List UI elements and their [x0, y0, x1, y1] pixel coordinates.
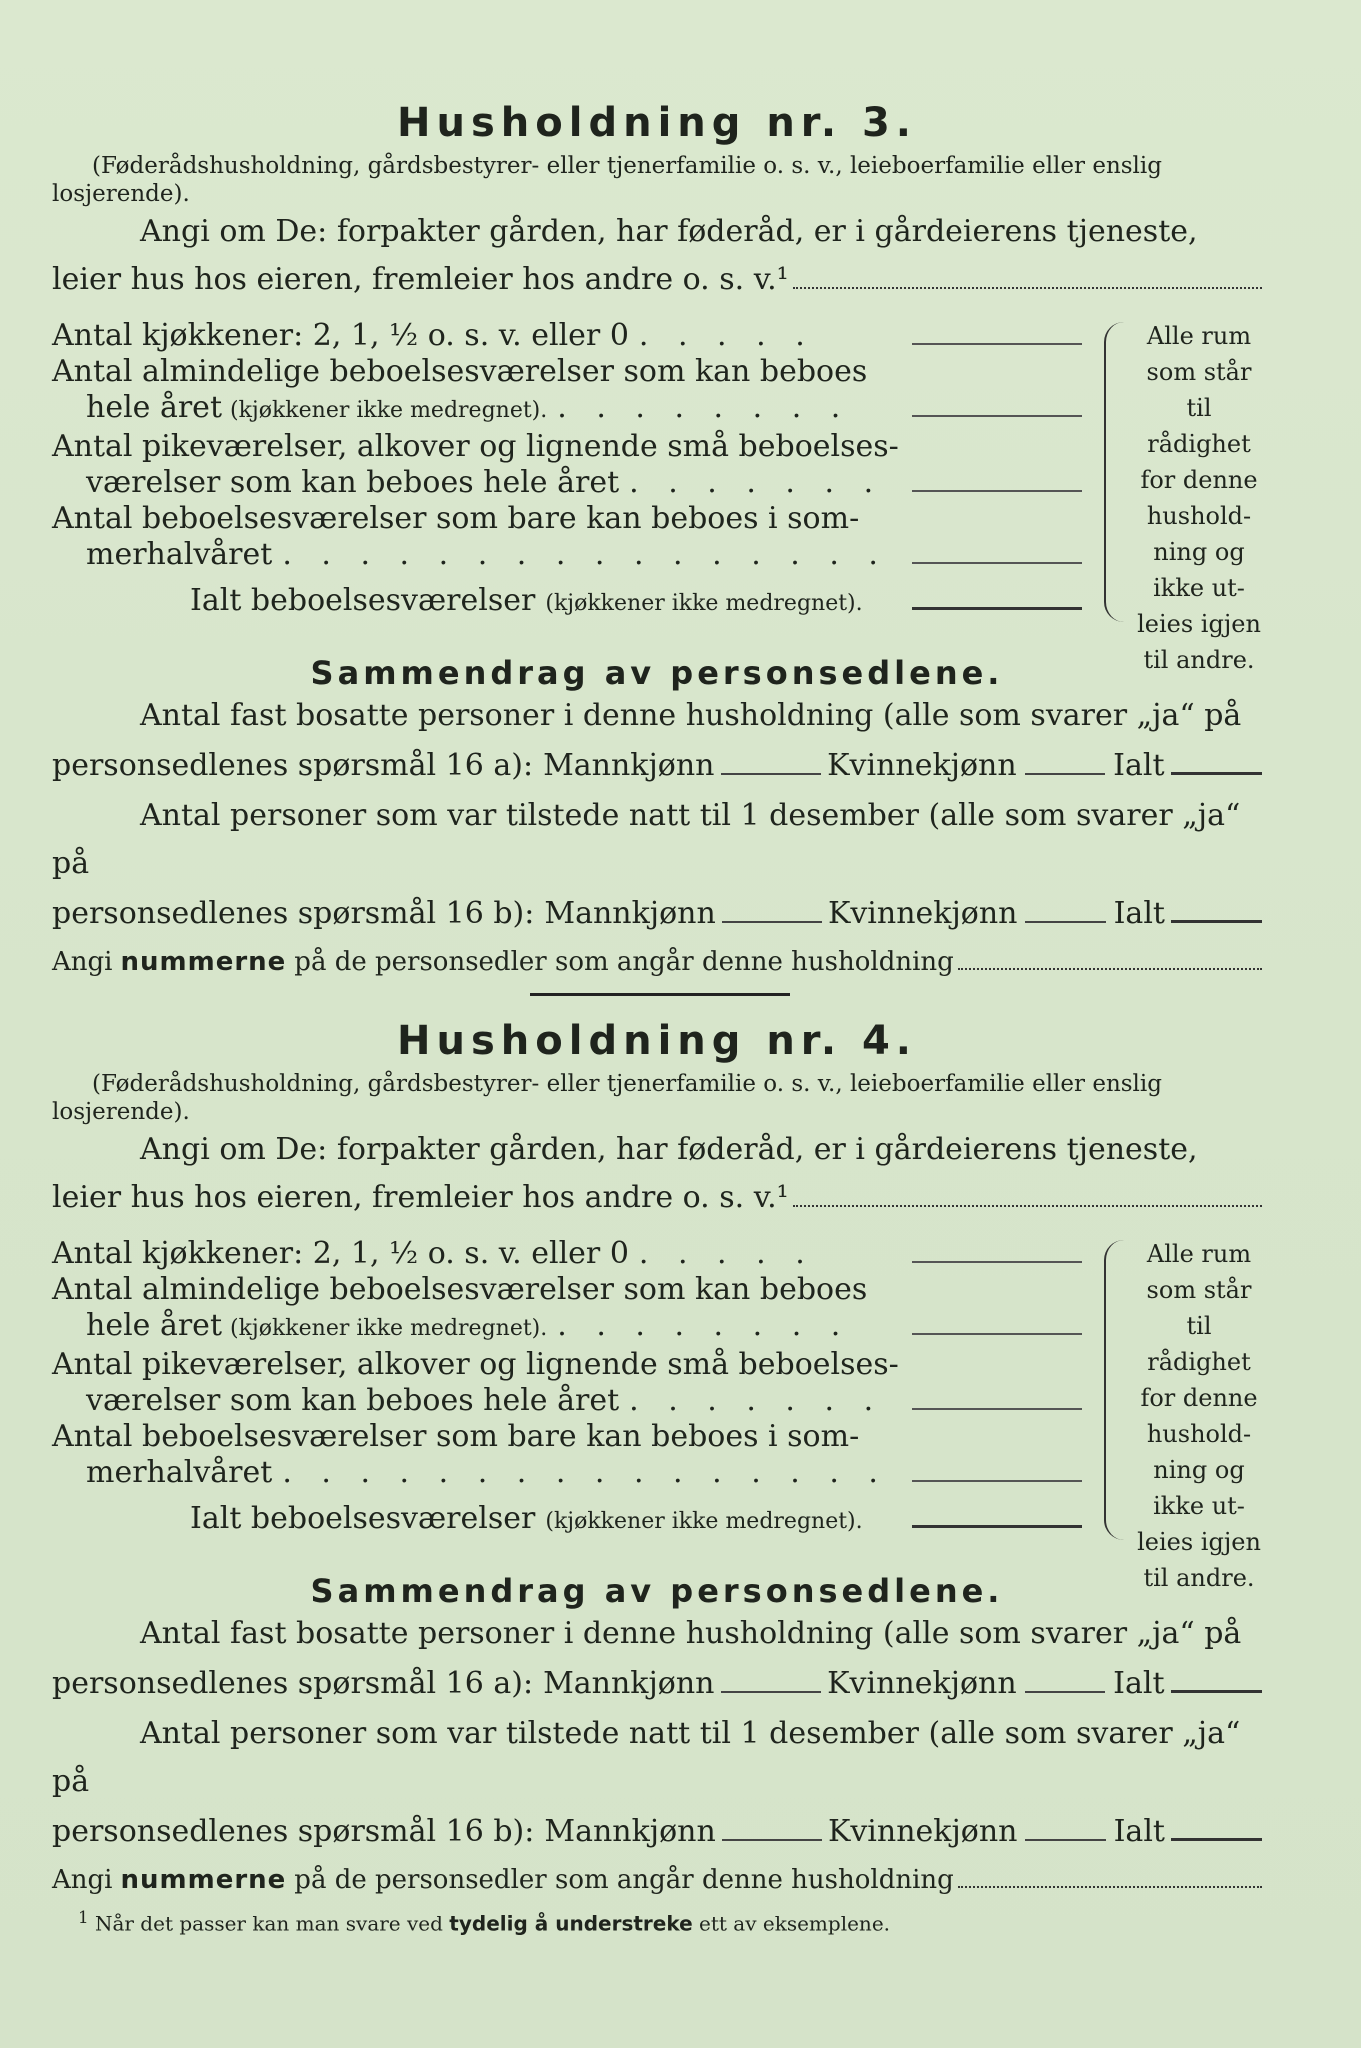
ordinary-rooms-note: (kjøkkener ikke medregnet). — [230, 1316, 548, 1341]
leader-dots: . . . . . . . — [629, 465, 884, 500]
female-label: Kvinnekjønn — [827, 1666, 1017, 1701]
numbers-row — [52, 940, 1262, 984]
leader-dots: . . . . . . . . . . . . . . . . — [282, 1455, 888, 1490]
summer-rooms-field[interactable] — [912, 1480, 1082, 1482]
summary-title: Sammendrag av personsedlene. — [310, 654, 1004, 692]
summer-rooms-label: Antal beboelsesværelser som bare kan beboes i som- — [52, 1419, 860, 1454]
ordinary-rooms-label-2: hele året — [86, 390, 222, 425]
side-note-line: for denne — [1140, 1384, 1258, 1412]
side-note-line: til andre. — [1143, 646, 1255, 674]
numbers-post: på de personsedler som angår denne husholdning — [294, 947, 954, 977]
footnote-bold: tydelig å understreke — [449, 1911, 693, 1936]
male-field[interactable] — [722, 1839, 822, 1841]
rooms-side-note — [1134, 1236, 1264, 1596]
male-field[interactable] — [722, 921, 822, 923]
side-note-line: til andre. — [1143, 1564, 1255, 1592]
question-line-2-text: leier hus hos eieren, fremleier hos andre o. s. v.¹ — [52, 1180, 789, 1215]
household-3-section — [52, 100, 1262, 984]
female-field[interactable] — [1025, 773, 1105, 775]
maid-rooms-field[interactable] — [912, 1408, 1082, 1410]
resident-question-2: personsedlenes spørsmål 16 a): — [52, 1666, 534, 1701]
male-label: Mannkjønn — [544, 896, 716, 931]
leader-dots: . . . . . . . . — [557, 1308, 851, 1343]
maid-rooms-row-1 — [52, 1347, 1082, 1383]
ordinary-rooms-row-2 — [52, 1308, 1082, 1347]
present-question: Antal personer som var tilstede natt til 1 desember (alle som svarer „ja“ på — [52, 1716, 1241, 1799]
maid-rooms-label-2: værelser som kan beboes hele året — [86, 1383, 620, 1418]
summer-rooms-label-2: merhalvåret — [86, 537, 273, 572]
side-note-line: leies igjen — [1137, 1528, 1261, 1556]
numbers-field[interactable] — [958, 1886, 1262, 1888]
numbers-field[interactable] — [958, 968, 1262, 970]
footnote-pre: Når det passer kan man svare ved — [94, 1911, 443, 1936]
present-question: Antal personer som var tilstede natt til 1 desember (alle som svarer „ja“ på — [52, 798, 1241, 881]
ordinary-rooms-field[interactable] — [912, 1333, 1082, 1335]
side-note-line: hushold- — [1146, 502, 1252, 530]
total-rooms-label: Ialt beboelsesværelser — [190, 1501, 536, 1536]
total-rooms-note: (kjøkkener ikke medregnet). — [545, 1509, 863, 1534]
footnote-post: ett av eksemplene. — [699, 1911, 891, 1936]
resident-answer-row — [52, 1658, 1262, 1710]
resident-answer-row — [52, 740, 1262, 792]
leader-dots: . . . . . . . . . . . . . . . . — [282, 537, 888, 572]
answer-field[interactable] — [793, 286, 1262, 289]
female-field[interactable] — [1025, 1839, 1105, 1841]
summer-rooms-row-1 — [52, 501, 1082, 537]
side-note-line: som står til — [1146, 1276, 1252, 1340]
summer-rooms-row-2 — [52, 537, 1082, 573]
question-line-2 — [52, 1174, 1262, 1222]
side-note-line: ikke ut- — [1153, 1492, 1245, 1520]
household-title: Husholdning nr. 4. — [397, 1018, 917, 1064]
female-label: Kvinnekjønn — [827, 748, 1017, 783]
numbers-pre: Angi — [52, 1865, 113, 1895]
question-line-2 — [52, 256, 1262, 304]
rooms-list — [52, 1236, 1082, 1540]
kitchens-label: Antal kjøkkener: 2, 1, ½ o. s. v. eller 0 — [52, 1236, 629, 1271]
side-note-line: rådighet — [1147, 1348, 1251, 1376]
side-note-line: Alle rum — [1146, 322, 1252, 350]
leader-dots: . . . . . — [638, 1236, 815, 1271]
maid-rooms-label: Antal pikeværelser, alkover og lignende små beboelses- — [52, 429, 899, 464]
side-note-line: som står til — [1146, 358, 1252, 422]
total-field[interactable] — [1171, 1690, 1262, 1693]
household-title: Husholdning nr. 3. — [397, 100, 917, 146]
side-note-line: leies igjen — [1137, 610, 1261, 638]
male-field[interactable] — [721, 1691, 822, 1693]
summary-title: Sammendrag av personsedlene. — [310, 1572, 1004, 1610]
female-field[interactable] — [1025, 1691, 1105, 1693]
household-intro: (Føderådshusholdning, gårdsbestyrer- eller tjenerfamilie o. s. v., leieboerfamilie eller enslig losjerende). — [52, 1071, 1162, 1125]
ordinary-rooms-note: (kjøkkener ikke medregnet). — [230, 398, 548, 423]
leader-dots: . . . . . . . — [629, 1383, 884, 1418]
brace — [1104, 1240, 1128, 1540]
brace — [1104, 322, 1128, 622]
resident-question-2: personsedlenes spørsmål 16 a): — [52, 748, 534, 783]
numbers-bold: nummerne — [120, 1865, 287, 1895]
leader-dots: . . . . . . . . — [557, 390, 851, 425]
ordinary-rooms-row-1 — [52, 354, 1082, 390]
total-rooms-field[interactable] — [912, 1525, 1082, 1528]
rooms-list — [52, 318, 1082, 622]
female-field[interactable] — [1025, 921, 1105, 923]
section-divider — [530, 993, 790, 996]
total-label: Ialt — [1113, 748, 1165, 783]
total-field[interactable] — [1171, 920, 1262, 923]
total-label: Ialt — [1113, 1814, 1165, 1849]
question-line-1: Angi om De: forpakter gården, har føderåd, er i gårdeierens tjeneste, — [140, 214, 1198, 249]
total-rooms-row — [52, 583, 1082, 622]
leader-dots: . . . . . — [638, 318, 815, 353]
numbers-bold: nummerne — [120, 947, 287, 977]
side-note-line: ikke ut- — [1153, 574, 1245, 602]
summer-rooms-label: Antal beboelsesværelser som bare kan beboes i som- — [52, 501, 860, 536]
present-question-2: personsedlenes spørsmål 16 b): — [52, 1814, 535, 1849]
summer-rooms-row-1 — [52, 1419, 1082, 1455]
maid-rooms-field[interactable] — [912, 490, 1082, 492]
ordinary-rooms-row-2 — [52, 390, 1082, 429]
ordinary-rooms-row-1 — [52, 1272, 1082, 1308]
maid-rooms-row-1 — [52, 429, 1082, 465]
maid-rooms-label-2: værelser som kan beboes hele året — [86, 465, 620, 500]
ordinary-rooms-label: Antal almindelige beboelsesværelser som kan beboes — [52, 354, 868, 389]
household-intro: (Føderådshusholdning, gårdsbestyrer- eller tjenerfamilie o. s. v., leieboerfamilie eller enslig losjerende). — [52, 153, 1162, 207]
maid-rooms-row-2 — [52, 1383, 1082, 1419]
numbers-pre: Angi — [52, 947, 113, 977]
side-note-line: Alle rum — [1146, 1240, 1252, 1268]
kitchens-field[interactable] — [912, 343, 1082, 345]
present-question-2: personsedlenes spørsmål 16 b): — [52, 896, 535, 931]
total-rooms-label: Ialt beboelsesværelser — [190, 583, 536, 618]
total-rooms-note: (kjøkkener ikke medregnet). — [545, 591, 863, 616]
kitchens-label: Antal kjøkkener: 2, 1, ½ o. s. v. eller 0 — [52, 318, 629, 353]
summer-rooms-label-2: merhalvåret — [86, 1455, 273, 1490]
female-label: Kvinnekjønn — [827, 896, 1018, 931]
side-note-line: for denne — [1140, 466, 1258, 494]
female-label: Kvinnekjønn — [827, 1814, 1018, 1849]
male-label: Mannkjønn — [543, 748, 715, 783]
rooms-side-note — [1134, 318, 1264, 678]
total-rooms-row — [52, 1501, 1082, 1540]
maid-rooms-label: Antal pikeværelser, alkover og lignende små beboelses- — [52, 1347, 899, 1382]
answer-field[interactable] — [793, 1204, 1262, 1207]
total-rooms-field[interactable] — [912, 607, 1082, 610]
ordinary-rooms-field[interactable] — [912, 415, 1082, 417]
household-4-section — [52, 1018, 1262, 1902]
ordinary-rooms-label-2: hele året — [86, 1308, 222, 1343]
kitchens-row — [52, 1236, 1082, 1272]
resident-question: Antal fast bosatte personer i denne husholdning (alle som svarer „ja“ på — [140, 1616, 1242, 1651]
question-line-2-text: leier hus hos eieren, fremleier hos andre o. s. v.¹ — [52, 262, 789, 297]
question-line-1: Angi om De: forpakter gården, har føderåd, er i gårdeierens tjeneste, — [140, 1132, 1198, 1167]
ordinary-rooms-label: Antal almindelige beboelsesværelser som kan beboes — [52, 1272, 868, 1307]
footnote-mark: 1 — [78, 1908, 89, 1927]
kitchens-row — [52, 318, 1082, 354]
footnote — [78, 1908, 890, 1936]
total-label: Ialt — [1113, 896, 1165, 931]
total-field[interactable] — [1171, 1838, 1262, 1841]
male-label: Mannkjønn — [544, 1814, 716, 1849]
side-note-line: hushold- — [1146, 1420, 1252, 1448]
summer-rooms-row-2 — [52, 1455, 1082, 1491]
maid-rooms-row-2 — [52, 465, 1082, 501]
total-field[interactable] — [1171, 772, 1262, 775]
side-note-line: ning og — [1153, 538, 1245, 566]
present-answer-row — [52, 888, 1262, 940]
numbers-post: på de personsedler som angår denne husholdning — [294, 1865, 954, 1895]
side-note-line: ning og — [1153, 1456, 1245, 1484]
summer-rooms-field[interactable] — [912, 562, 1082, 564]
side-note-line: rådighet — [1147, 430, 1251, 458]
numbers-row — [52, 1858, 1262, 1902]
resident-question: Antal fast bosatte personer i denne husholdning (alle som svarer „ja“ på — [140, 698, 1242, 733]
kitchens-field[interactable] — [912, 1261, 1082, 1263]
present-answer-row — [52, 1806, 1262, 1858]
male-field[interactable] — [721, 773, 822, 775]
total-label: Ialt — [1113, 1666, 1165, 1701]
male-label: Mannkjønn — [543, 1666, 715, 1701]
